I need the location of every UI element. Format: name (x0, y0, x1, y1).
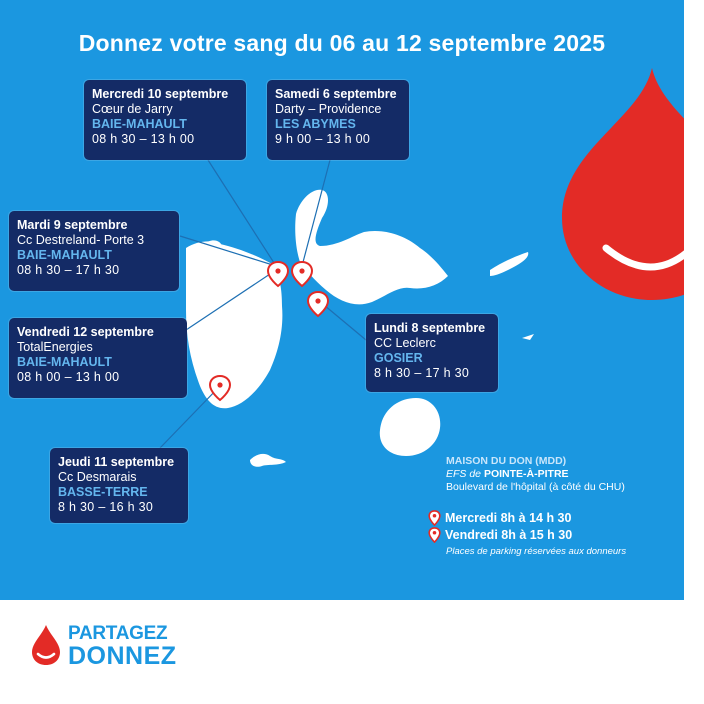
collection-hours: 8 h 30 – 16 h 30 (58, 500, 154, 514)
mdd-efs (446, 468, 625, 481)
logo-text (68, 622, 177, 668)
collection-card (366, 314, 498, 392)
efs-prefix: EFS de (446, 468, 482, 480)
collection-hours: 08 h 30 – 17 h 30 (17, 263, 120, 277)
efs-city: POINTE-À-PITRE (483, 468, 569, 480)
collection-day: Samedi 6 septembre (275, 87, 397, 101)
island-les-saintes (250, 454, 286, 467)
collection-card (9, 211, 179, 291)
mdd-slot (428, 527, 572, 543)
pin-icon (428, 527, 441, 543)
collection-hours: 08 h 00 – 13 h 00 (17, 370, 120, 384)
island-desirade (490, 252, 528, 276)
collection-place: TotalEnergies (17, 340, 93, 354)
collection-card (9, 318, 187, 398)
collection-city: LES ABYMES (275, 117, 356, 131)
collection-card (84, 80, 246, 160)
collection-day: Vendredi 12 septembre (17, 325, 154, 339)
collection-place: Cc Destreland- Porte 3 (17, 233, 145, 247)
logo (30, 622, 177, 668)
collection-hours: 9 h 00 – 13 h 00 (275, 132, 371, 146)
collection-hours: 8 h 30 – 17 h 30 (374, 366, 470, 380)
collection-day: Jeudi 11 septembre (58, 455, 175, 469)
logo-line2: DONNEZ (68, 642, 177, 670)
island-marie-galante (380, 398, 440, 456)
parking-note: Places de parking réservées aux donneurs (446, 546, 627, 557)
collection-day: Lundi 8 septembre (374, 321, 486, 335)
pin-icon (308, 292, 328, 316)
right-margin (684, 0, 704, 600)
collection-day: Mercredi 10 septembre (92, 87, 229, 101)
collection-place: CC Leclerc (374, 336, 436, 350)
blood-drop-smile-icon (30, 623, 62, 667)
collection-day: Mardi 9 septembre (17, 218, 128, 232)
pin-icon (428, 510, 441, 526)
collection-place: Darty – Providence (275, 102, 382, 116)
maison-du-don (446, 455, 625, 494)
mdd-address: Boulevard de l'hôpital (à côté du CHU) (446, 481, 625, 493)
collection-card (50, 448, 188, 523)
collection-city: BAIE-MAHAULT (17, 355, 112, 369)
collection-city: GOSIER (374, 351, 423, 365)
collection-place: Cœur de Jarry (92, 102, 173, 116)
logo-line1: PARTAGEZ (68, 623, 168, 644)
collection-city: BASSE-TERRE (58, 485, 148, 499)
mdd-slot-label: Vendredi 8h à 15 h 30 (445, 528, 573, 542)
island-basse-terre (186, 241, 282, 408)
collection-city: BAIE-MAHAULT (17, 248, 112, 262)
pin-icon (292, 262, 312, 286)
mdd-title: MAISON DU DON (MDD) (446, 455, 567, 467)
collection-hours: 08 h 30 – 13 h 00 (92, 132, 195, 146)
collection-card (267, 80, 409, 160)
collection-place: Cc Desmarais (58, 470, 137, 484)
mdd-slot (428, 510, 571, 526)
mdd-slot-label: Mercredi 8h à 14 h 30 (445, 511, 572, 525)
collection-city: BAIE-MAHAULT (92, 117, 187, 131)
page-title: Donnez votre sang du 06 au 12 septembre 2025 (78, 30, 606, 56)
